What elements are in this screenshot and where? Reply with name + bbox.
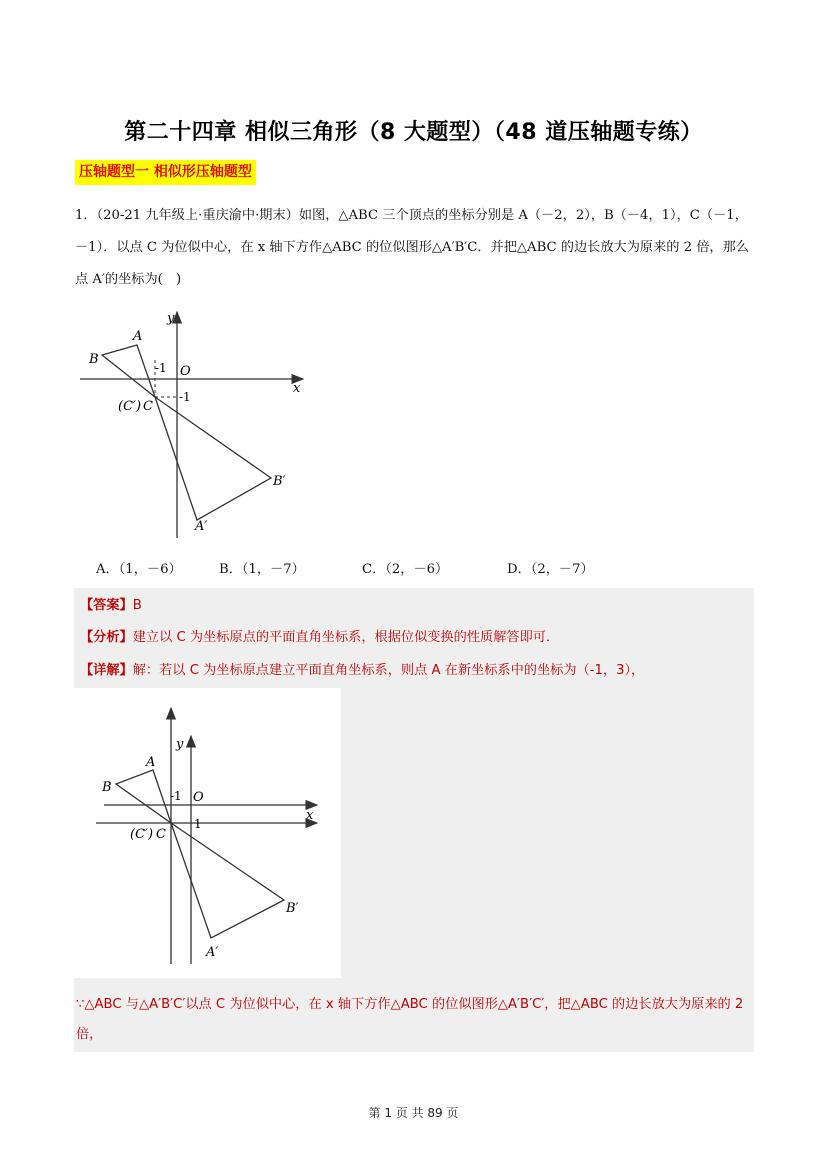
label-x: x: [306, 808, 314, 823]
label-one: 1: [194, 817, 202, 831]
answer-line: 【答案】B: [80, 598, 142, 613]
analysis-line: 【分析】建立以 C 为坐标原点的平面直角坐标系，根据位似变换的性质解答即可．: [80, 630, 560, 645]
answer-options: [96, 558, 736, 582]
label-cprime: (C′): [118, 399, 142, 414]
triangle-apbpc: [155, 397, 271, 520]
question-figure: [75, 300, 315, 545]
answer-section: [74, 588, 754, 1052]
page-title: 第二十四章 相似三角形（8 大题型）（48 道压轴题专练）: [124, 120, 703, 145]
option-d: D．（2，－7）: [507, 562, 594, 577]
triangle-abc: [102, 345, 155, 397]
label-c: C: [143, 399, 153, 414]
label-bprime: B′: [286, 901, 299, 916]
triangle-abc: [116, 770, 171, 823]
label-b: B: [89, 352, 99, 367]
question-source: （20-21 九年级上·重庆渝中·期末）: [96, 208, 299, 223]
label-bprime: B′: [273, 474, 286, 489]
label-neg1-y: -1: [179, 390, 191, 404]
label-a: A: [146, 755, 156, 770]
option-c: C．（2，－6）: [362, 562, 449, 577]
conclusion-text: ∵△ABC 与△A′B′C′以点 C 为位似中心，在 x 轴下方作△ABC 的位似图形△A′B′C′，把△ABC 的边长放大为原来的 2 倍，: [76, 997, 744, 1042]
label-o: O: [193, 790, 204, 805]
question-text: 如图，△ABC 三个顶点的坐标分别是 A（－2，2），B（－4，1），C（－1，－1）．以点 C 为位似中心，在 x 轴下方作△ABC 的位似图形△A′B′C．并把△ABC 的边长放大为原来的 2 倍，那么点 A′的坐标为( ): [75, 208, 749, 287]
option-a: A．（1，－6）: [96, 562, 182, 577]
label-y: y: [176, 737, 184, 752]
label-aprime: A′: [206, 945, 219, 960]
label-aprime: A′: [195, 519, 208, 534]
section-tag: 压轴题型一 相似形压轴题型: [75, 160, 256, 185]
question-number: 1．: [75, 208, 97, 223]
question-1: [75, 200, 755, 296]
label-a: A: [133, 329, 143, 344]
option-b: B．（1，－7）: [219, 562, 305, 577]
label-neg1-x: -1: [155, 361, 167, 375]
label-y: y: [167, 311, 175, 326]
triangle-apbpc: [171, 823, 284, 938]
page-footer: 第 1 页 共 89 页: [368, 1106, 459, 1120]
solution-figure: [74, 688, 341, 978]
label-c: C: [156, 827, 166, 842]
detail-line: 【详解】解：若以 C 为坐标原点建立平面直角坐标系，则点 A 在新坐标系中的坐标为（-1，3），: [80, 663, 645, 678]
label-x: x: [293, 381, 301, 396]
label-cprime: (C′): [130, 827, 154, 842]
label-b: B: [102, 780, 112, 795]
label-o: O: [180, 364, 191, 379]
label-neg1: -1: [170, 789, 182, 803]
